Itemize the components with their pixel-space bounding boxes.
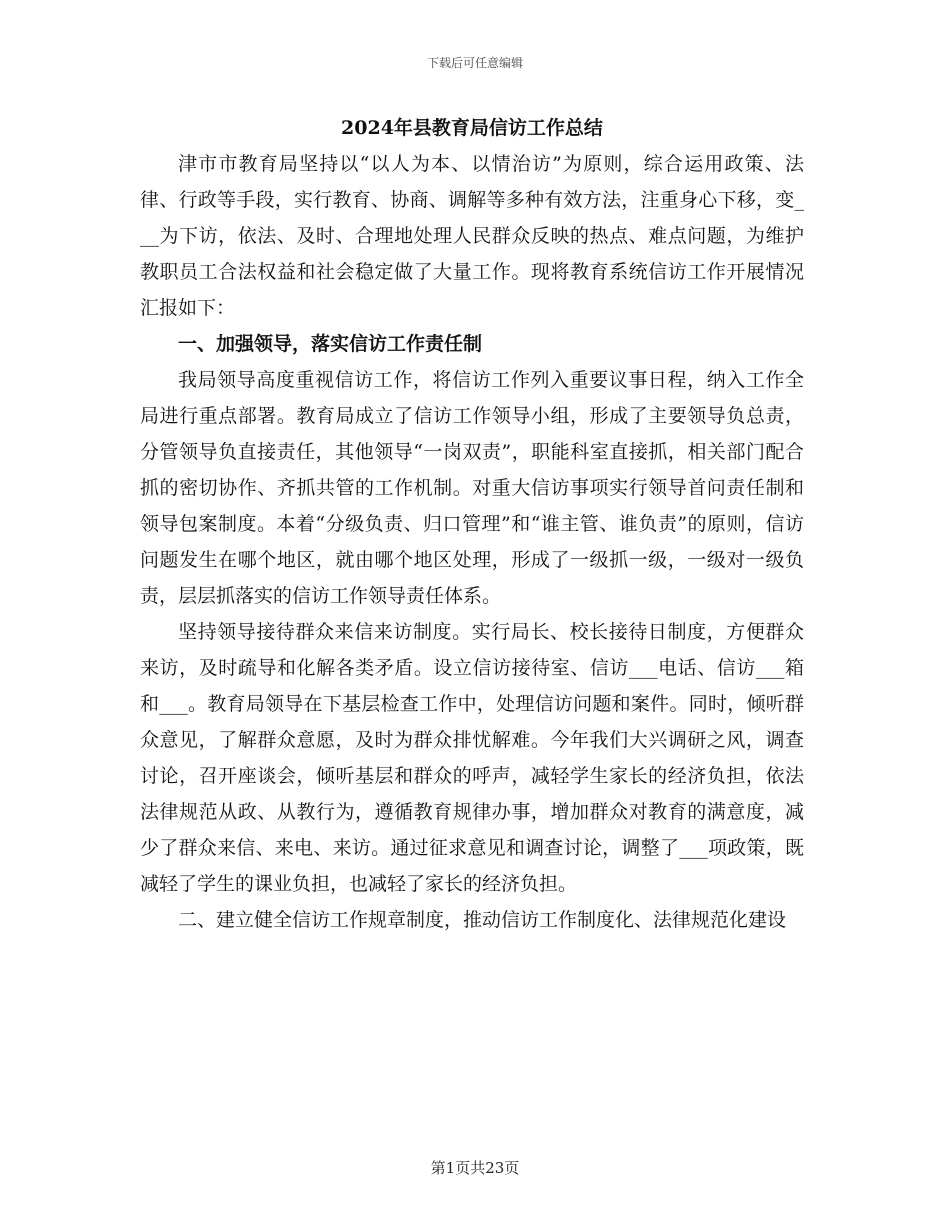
section-heading-2: 二、建立健全信访工作规章制度，推动信访工作制度化、法律规范化建设 xyxy=(178,909,787,931)
page-header-note: 下载后可任意编辑 xyxy=(426,56,523,70)
intro-paragraph: 津市市教育局坚持以“以人为本、以情治访”为原则，综合运用政策、法律、行政等手段，实行教育、协商、调解等多种有效方法，注重身心下移，变___为下访，依法、及时、合理地处理人民群众反映的热点、难点问题，为维护教职员工合法权益和社会稳定做了大量工作。现将教育系统信访工作开展情况汇报如下： xyxy=(140,153,804,319)
page-number: 第1页共23页 xyxy=(430,1159,520,1177)
document-title: 2024年县教育局信访工作总结 xyxy=(341,117,603,139)
section-1-paragraph-2: 坚持领导接待群众来信来访制度。实行局长、校长接待日制度，方便群众来访，及时疏导和化解各类矛盾。设立信访接待室、信访___电话、信访___箱和___。教育局领导在下基层检查工作中，处理信访问题和案件。同时，倾听群众意见，了解群众意愿，及时为群众排忧解难。今年我们大兴调研之风，调查讨论，召开座谈会，倾听基层和群众的呼声，减轻学生家长的经济负担，依法法律规范从政、从教行为，遵循教育规律办事，增加群众对教育的满意度，减少了群众来信、来电、来访。通过征求意见和调查讨论，调整了___项政策，既减轻了学生的课业负担，也减轻了家长的经济负担。 xyxy=(140,621,804,895)
section-1-paragraph-1: 我局领导高度重视信访工作，将信访工作列入重要议事日程，纳入工作全局进行重点部署。教育局成立了信访工作领导小组，形成了主要领导负总责，分管领导负直接责任，其他领导“一岗双责”，职能科室直接抓，相关部门配合抓的密切协作、齐抓共管的工作机制。对重大信访事项实行领导首问责任制和领导包案制度。本着“分级负责、归口管理”和“谁主管、谁负责”的原则，信访问题发生在哪个地区，就由哪个地区处理，形成了一级抓一级，一级对一级负责，层层抓落实的信访工作领导责任体系。 xyxy=(140,369,804,607)
section-heading-1: 一、加强领导，落实信访工作责任制 xyxy=(178,333,483,355)
document-body xyxy=(140,110,804,938)
